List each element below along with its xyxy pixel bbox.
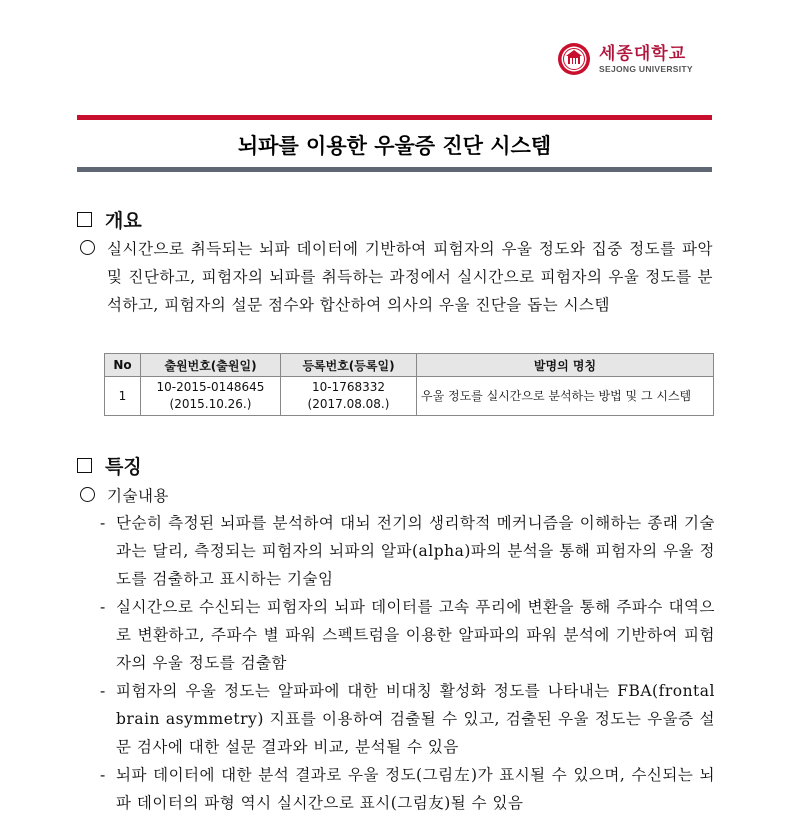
application-date: (2015.10.26.) xyxy=(169,397,252,411)
col-header-application: 출원번호(출원일) xyxy=(141,354,281,377)
col-header-no: No xyxy=(105,354,141,377)
university-name-en: SEJONG UNIVERSITY xyxy=(599,63,693,74)
features-subheading xyxy=(80,482,169,510)
overview-bullet xyxy=(80,235,713,319)
features-subheading-text: 기술내용 xyxy=(107,487,169,505)
university-seal-icon xyxy=(557,42,591,76)
section-heading-overview xyxy=(77,206,142,233)
feature-text-1: 단순히 측정된 뇌파를 분석하여 대뇌 전기의 생리학적 메커니즘을 이해하는 종래 기술과는 달리, 측정되는 피험자의 뇌파의 알파(alpha)파의 분석을 통해 피험자의 우울 정도를 검출하고 표시하는 기술임 xyxy=(116,514,715,588)
cell-no: 1 xyxy=(105,377,141,416)
feature-text-4: 뇌파 데이터에 대한 분석 결과로 우울 정도(그림左)가 표시될 수 있으며, 수신되는 뇌파 데이터의 파형 역시 실시간으로 표시(그림友)될 수 있음 xyxy=(116,766,715,812)
feature-text-3: 피험자의 우울 정도는 알파파에 대한 비대칭 활성화 정도를 나타내는 FBA(frontal brain asymmetry) 지표를 이용하여 검출될 수 있고, 검출된 우울 정도는 우울증 설문 검사에 대한 설문 결과와 비교, 분석될 수 있음 xyxy=(116,682,715,756)
list-item xyxy=(100,761,715,817)
title-top-rule xyxy=(77,115,712,120)
title-bottom-rule xyxy=(77,167,712,172)
overview-heading-text: 개요 xyxy=(105,210,142,232)
list-item xyxy=(100,593,715,677)
table-header-row xyxy=(105,354,714,377)
dash-bullet-icon: - xyxy=(100,682,106,700)
list-item xyxy=(100,509,715,593)
list-item xyxy=(100,677,715,761)
dash-bullet-icon: - xyxy=(100,598,106,616)
circle-bullet-icon xyxy=(80,487,95,502)
registration-date: (2017.08.08.) xyxy=(307,397,390,411)
col-header-registration: 등록번호(등록일) xyxy=(281,354,417,377)
section-heading-features xyxy=(77,452,142,479)
page-title: 뇌파를 이용한 우울증 진단 시스템 xyxy=(237,134,552,158)
features-heading-text: 특징 xyxy=(105,456,142,478)
patent-table xyxy=(104,353,714,416)
cell-application xyxy=(141,377,281,416)
university-name-kr: 세종대학교 xyxy=(599,43,687,64)
col-header-invention-title: 발명의 명칭 xyxy=(417,354,714,377)
application-number: 10-2015-0148645 xyxy=(156,380,265,394)
square-bullet-icon xyxy=(77,458,92,473)
circle-bullet-icon xyxy=(80,240,95,255)
dash-bullet-icon: - xyxy=(100,766,106,784)
table-row xyxy=(105,377,714,416)
square-bullet-icon xyxy=(77,212,92,227)
dash-bullet-icon: - xyxy=(100,514,106,532)
cell-invention-title: 우울 정도를 실시간으로 분석하는 방법 및 그 시스템 xyxy=(417,377,714,416)
cell-registration xyxy=(281,377,417,416)
university-logo xyxy=(557,42,693,76)
overview-text: 실시간으로 취득되는 뇌파 데이터에 기반하여 피험자의 우울 정도와 집중 정도를 파악 및 진단하고, 피험자의 뇌파를 취득하는 과정에서 실시간으로 피험자의 우울 정도를 분석하고, 피험자의 설문 점수와 합산하여 의사의 우울 진단을 돕는 시스템 xyxy=(107,240,713,314)
feature-text-2: 실시간으로 수신되는 피험자의 뇌파 데이터를 고속 푸리에 변환을 통해 주파수 대역으로 변환하고, 주파수 별 파워 스펙트럼을 이용한 알파파의 파워 분석에 기반하여 피험자의 우울 정도를 검출함 xyxy=(116,598,715,672)
registration-number: 10-1768332 xyxy=(311,380,386,394)
